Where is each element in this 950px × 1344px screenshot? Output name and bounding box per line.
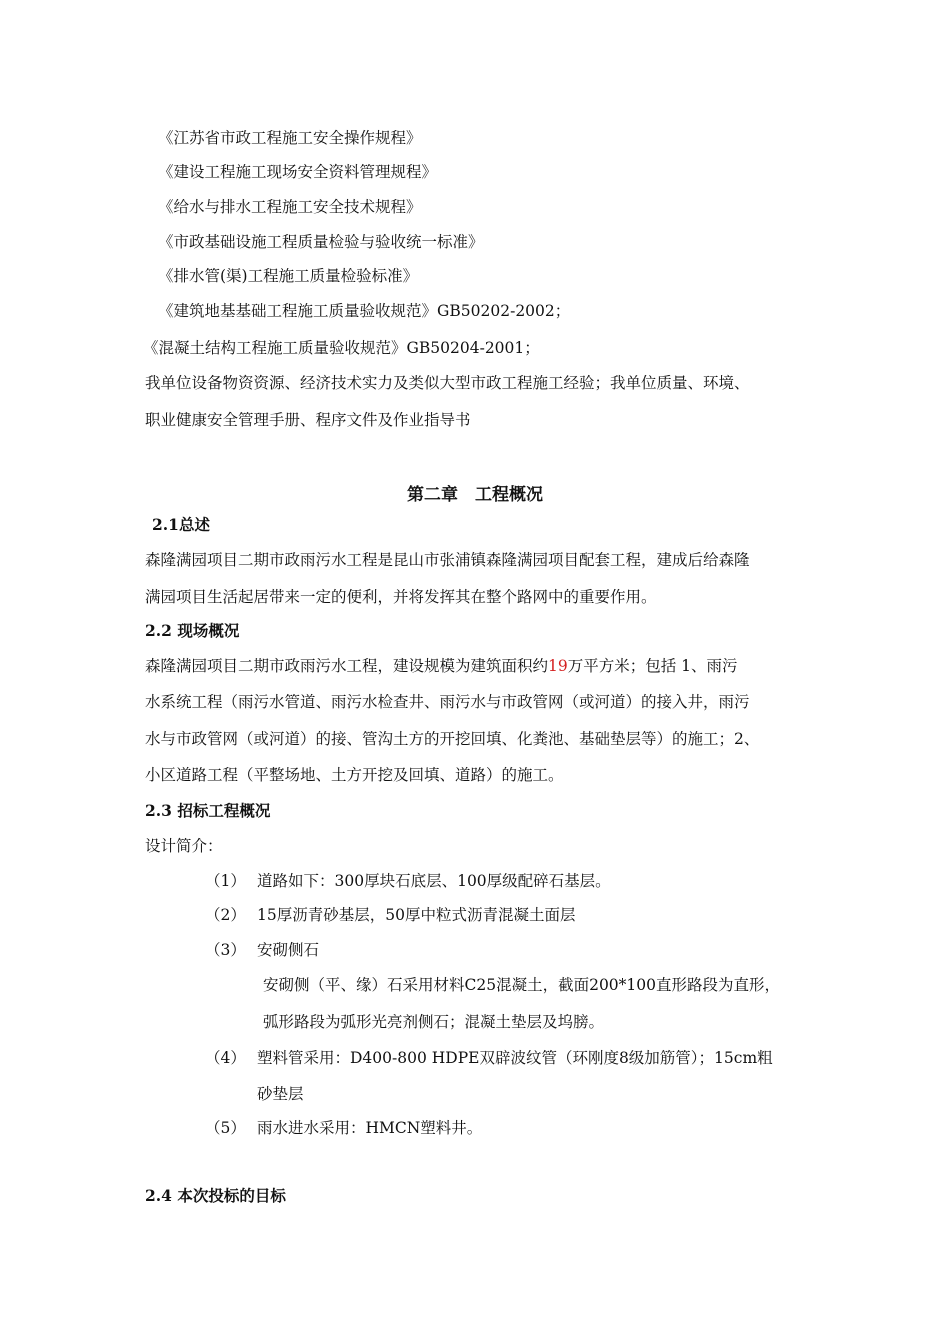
reference-line: 《给水与排水工程施工安全技术规程》 xyxy=(158,198,422,216)
design-item xyxy=(205,1048,773,1068)
reference-line: 《江苏省市政工程施工安全操作规程》 xyxy=(158,129,422,147)
paragraph-line: 满园项目生活起居带来一定的便利，并将发挥其在整个路网中的重要作用。 xyxy=(145,588,657,606)
section-heading-2-2: 2.2 现场概况 xyxy=(145,621,240,640)
design-item xyxy=(205,940,319,960)
item-sub-line: 弧形路段为弧形光亮剂侧石；混凝土垫层及坞膀。 xyxy=(263,1013,605,1031)
basis-paragraph-line: 职业健康安全管理手册、程序文件及作业指导书 xyxy=(145,411,471,429)
design-intro: 设计简介： xyxy=(145,837,223,855)
basis-paragraph-line: 我单位设备物资资源、经济技术实力及类似大型市政工程施工经验；我单位质量、环境、 xyxy=(145,374,750,392)
chapter-title: 第二章 工程概况 xyxy=(407,485,543,505)
item-number: （3） xyxy=(205,941,246,959)
item-text: 15厚沥青砂基层，50厚中粒式沥青混凝土面层 xyxy=(257,906,576,924)
reference-line: 《排水管(渠)工程施工质量检验标准》 xyxy=(158,267,419,285)
item-number: （5） xyxy=(205,1119,246,1137)
item-number: （1） xyxy=(205,872,246,890)
item-continuation: 砂垫层 xyxy=(257,1085,304,1103)
paragraph-line: 小区道路工程（平整场地、土方开挖及回填、道路）的施工。 xyxy=(145,766,564,784)
item-text: 雨水进水采用：HMCN塑料井。 xyxy=(257,1119,483,1137)
highlighted-number: 19 xyxy=(548,657,568,675)
section-heading-2-4: 2.4 本次投标的目标 xyxy=(145,1186,286,1205)
item-sub-line: 安砌侧（平、缘）石采用材料C25混凝土，截面200*100直形路段为直形， xyxy=(263,976,781,994)
reference-line: 《建设工程施工现场安全资料管理规程》 xyxy=(158,163,438,181)
paragraph-line: 森隆满园项目二期市政雨污水工程是昆山市张浦镇森隆满园项目配套工程，建成后给森隆 xyxy=(145,551,750,569)
item-text: 安砌侧石 xyxy=(257,941,320,959)
item-number: （2） xyxy=(205,906,246,924)
reference-line: 《建筑地基基础工程施工质量验收规范》GB50202-2002； xyxy=(158,302,571,320)
paragraph-line: 水与市政管网（或河道）的接、管沟土方的开挖回填、化粪池、基础垫层等）的施工；2、 xyxy=(145,730,760,748)
section-heading-2-3: 2.3 招标工程概况 xyxy=(145,801,271,820)
section-heading-2-1: 2.1总述 xyxy=(152,515,210,534)
item-text: 塑料管采用：D400-800 HDPE双辟波纹管（环刚度8级加筋管）；15cm粗 xyxy=(257,1049,773,1067)
item-number: （4） xyxy=(205,1049,246,1067)
paragraph-line: 水系统工程（雨污水管道、雨污水检查井、雨污水与市政管网（或河道）的接入井，雨污 xyxy=(145,693,750,711)
design-item xyxy=(205,871,611,891)
design-item xyxy=(205,905,575,925)
design-item xyxy=(205,1118,482,1138)
reference-line: 《市政基础设施工程质量检验与验收统一标准》 xyxy=(158,233,484,251)
item-text: 道路如下：300厚块石底层、100厚级配碎石基层。 xyxy=(257,872,611,890)
paragraph-line xyxy=(145,656,738,676)
paragraph-text: 森隆满园项目二期市政雨污水工程，建设规模为建筑面积约 xyxy=(145,657,549,675)
reference-line: 《混凝土结构工程施工质量验收规范》GB50204-2001； xyxy=(143,339,540,357)
paragraph-text: 万平方米；包括 1、雨污 xyxy=(567,657,738,675)
